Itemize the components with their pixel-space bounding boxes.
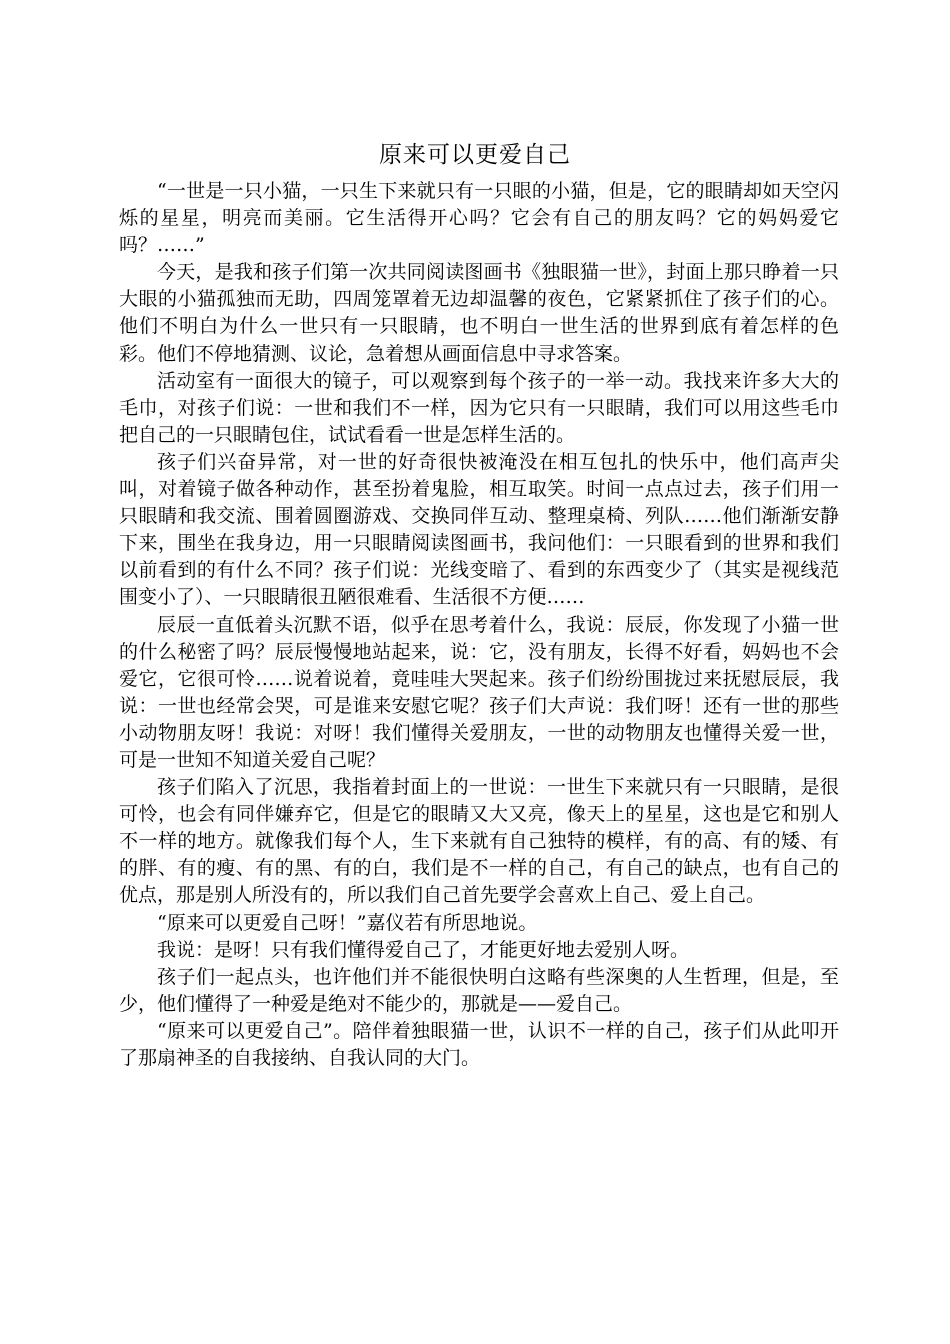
paragraph: 孩子们陷入了沉思，我指着封面上的一世说：一世生下来就只有一只眼睛，是很可怜，也会有同伴嫌弃它，但是它的眼睛又大又亮，像天上的星星，这也是它和别人不一样的地方。就像我们每个人，生下来就有自己独特的模样，有的高、有的矮、有的胖、有的瘦、有的黑、有的白，我们是不一样的自己，有自己的缺点，也有自己的优点，那是别人所没有的，所以我们自己首先要学会喜欢上自己、爱上自己。 [119,776,839,907]
paragraph: “原来可以更爱自己呀！”嘉仪若有所思地说。 [157,911,538,934]
paragraph: 孩子们兴奋异常，对一世的好奇很快被淹没在相互包扎的快乐中，他们高声尖叫，对着镜子做各种动作，甚至扮着鬼脸，相互取笑。时间一点点过去，孩子们用一只眼睛和我交流、围着圆圈游戏、交换同伴互动、整理桌椅、列队……他们渐渐安静下来，围坐在我身边，用一只眼睛阅读图画书，我问他们：一只眼看到的世界和我们以前看到的有什么不同？孩子们说：光线变暗了、看到的东西变少了（其实是视线范围变小了）、一只眼睛很丑陋很难看、生活很不方便…… [119,450,839,609]
paragraph: 孩子们一起点头，也许他们并不能很快明白这略有些深奥的人生哲理，但是，至少，他们懂得了一种爱是绝对不能少的，那就是——爱自己。 [119,965,839,1015]
paragraph: “一世是一只小猫，一只生下来就只有一只眼的小猫，但是，它的眼睛却如天空闪烁的星星，明亮而美丽。它生活得开心吗？它会有自己的朋友吗？它的妈妈爱它吗？……” [119,180,839,257]
paragraph: 活动室有一面很大的镜子，可以观察到每个孩子的一举一动。我找来许多大大的毛巾，对孩子们说：一世和我们不一样，因为它只有一只眼睛，我们可以用这些毛巾把自己的一只眼睛包住，试试看看一世是怎样生活的。 [119,369,839,446]
paragraph: “原来可以更爱自己”。陪伴着独眼猫一世，认识不一样的自己，孩子们从此叩开了那扇神圣的自我接纳、自我认同的大门。 [119,1019,839,1069]
paragraph: 辰辰一直低着头沉默不语，似乎在思考着什么，我说：辰辰，你发现了小猫一世的什么秘密了吗？辰辰慢慢地站起来，说：它，没有朋友，长得不好看，妈妈也不会爱它，它很可怜……说着说着，竟哇哇大哭起来。孩子们纷纷围拢过来抚慰辰辰，我说：一世也经常会哭，可是谁来安慰它呢？孩子们大声说：我们呀！还有一世的那些小动物朋友呀！我说：对呀！我们懂得关爱朋友，一世的动物朋友也懂得关爱一世，可是一世知不知道关爱自己呢？ [119,613,839,771]
paragraph: 我说：是呀！只有我们懂得爱自己了，才能更好地去爱别人呀。 [157,938,690,961]
paragraph: 今天，是我和孩子们第一次共同阅读图画书《独眼猫一世》，封面上那只睁着一只大眼的小猫孤独而无助，四周笼罩着无边却温馨的夜色，它紧紧抓住了孩子们的心。他们不明白为什么一世只有一只眼睛，也不明白一世生活的世界到底有着怎样的色彩。他们不停地猜测、议论，急着想从画面信息中寻求答案。 [119,261,839,365]
document-title: 原来可以更爱自己 [379,142,571,168]
document-body [119,178,839,1072]
